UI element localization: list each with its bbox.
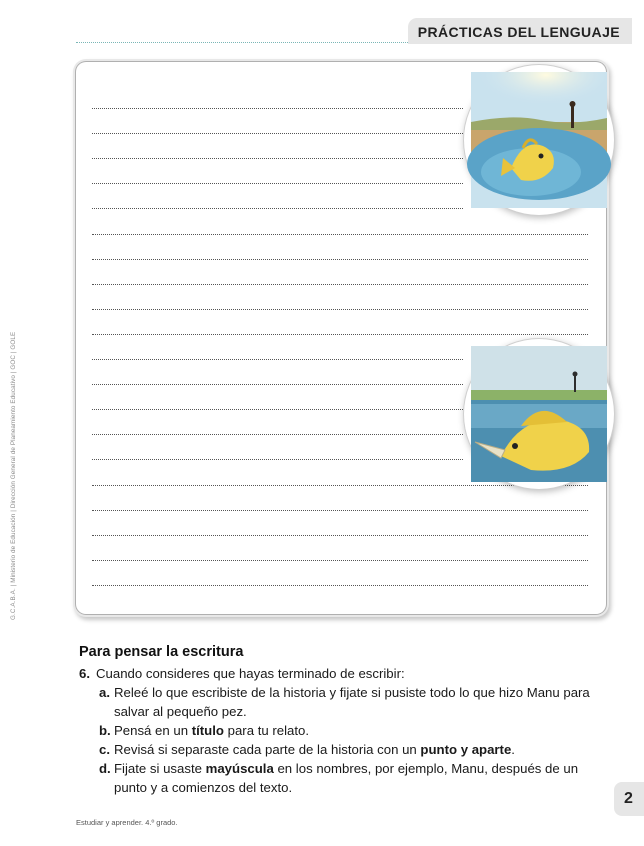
- section-heading: Para pensar la escritura: [79, 644, 244, 660]
- item-text: Releé lo que escribiste de la historia y fijate si pusiste todo lo que hizo Manu para salvar al pequeño pez.: [114, 685, 590, 719]
- writing-line[interactable]: [92, 259, 588, 260]
- section-label: PRÁCTICAS DEL LENGUAJE: [408, 18, 632, 44]
- item-text: Revisá si separaste cada parte de la historia con un: [114, 742, 421, 757]
- writing-line[interactable]: [92, 158, 463, 159]
- item-text-end: para tu relato.: [223, 723, 310, 738]
- task-item-a: [99, 683, 606, 721]
- item-bold-text: punto y aparte: [420, 742, 512, 757]
- item-letter: a.: [99, 685, 110, 700]
- item-letter: d.: [99, 761, 111, 776]
- writing-line[interactable]: [92, 560, 588, 561]
- item-bold-text: título: [191, 723, 224, 738]
- page-number: 2: [614, 782, 644, 816]
- writing-line[interactable]: [92, 585, 588, 586]
- writing-line[interactable]: [92, 409, 463, 410]
- task-6: [79, 664, 405, 683]
- item-bold-text: mayúscula: [205, 761, 274, 776]
- task-item-d: [99, 759, 606, 797]
- writing-line[interactable]: [92, 234, 588, 235]
- writing-line[interactable]: [92, 309, 588, 310]
- task-number: 6.: [79, 666, 90, 681]
- fish-in-lake-illustration: [471, 346, 607, 482]
- writing-line[interactable]: [92, 535, 588, 536]
- item-text: Fijate si usaste: [114, 761, 206, 776]
- item-letter: b.: [99, 723, 111, 738]
- writing-line[interactable]: [92, 434, 463, 435]
- writing-line[interactable]: [92, 359, 463, 360]
- item-letter: c.: [99, 742, 110, 757]
- task-text: Cuando consideres que hayas terminado de escribir:: [96, 666, 405, 681]
- writing-line[interactable]: [92, 334, 588, 335]
- item-text: Pensá en un: [114, 723, 192, 738]
- task-item-b: [99, 721, 606, 740]
- side-credit: G.C.A.B.A. | Ministerio de Educación | Dirección General de Planeamiento Educativo | GOC | GOLE: [10, 331, 17, 620]
- writing-line[interactable]: [92, 510, 588, 511]
- writing-line[interactable]: [92, 108, 463, 109]
- writing-line[interactable]: [92, 284, 588, 285]
- item-text-end: .: [511, 742, 515, 757]
- writing-line[interactable]: [92, 384, 463, 385]
- writing-line[interactable]: [92, 459, 463, 460]
- writing-line[interactable]: [92, 485, 588, 486]
- writing-line[interactable]: [92, 208, 463, 209]
- task-item-c: [99, 740, 606, 759]
- footer-text: Estudiar y aprender. 4.º grado.: [76, 818, 178, 827]
- writing-line[interactable]: [92, 133, 463, 134]
- fish-in-pond-illustration: [471, 72, 607, 208]
- item-text-end: en los nombres, por ejemplo, Manu, después de un punto y a comienzos del texto.: [114, 761, 579, 795]
- writing-line[interactable]: [92, 183, 463, 184]
